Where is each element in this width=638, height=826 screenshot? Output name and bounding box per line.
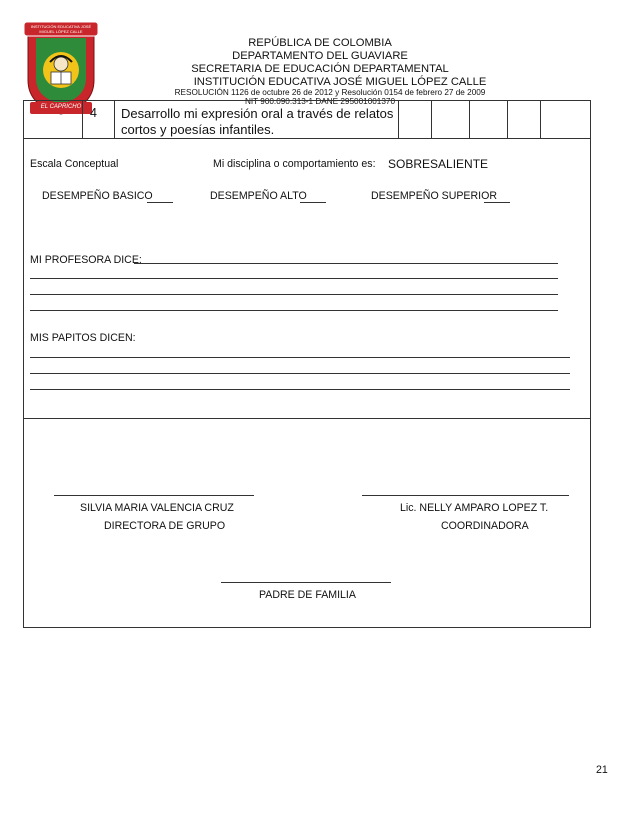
superior-blank	[484, 202, 510, 203]
parent-role: PADRE DE FAMILIA	[259, 589, 356, 601]
logo-banner-top: INSTITUCIÓN EDUCATIVA JOSÉ MIGUEL LÓPEZ CALLE	[30, 24, 92, 34]
director-name: SILVIA MARIA VALENCIA CRUZ	[80, 502, 234, 514]
row-number: 4	[90, 106, 97, 120]
teacher-comment-line	[30, 278, 558, 279]
coordinator-name: Lic. NELLY AMPARO LOPEZ T.	[400, 502, 549, 514]
escala-label: Escala Conceptual	[30, 158, 119, 170]
discipline-label: Mi disciplina o comportamiento es:	[213, 158, 376, 170]
report-frame	[23, 100, 591, 628]
header-nit: NIT 900.090.313-1 DANE 295001001370	[244, 97, 396, 106]
director-role: DIRECTORA DE GRUPO	[104, 520, 226, 532]
teacher-comment-line	[30, 310, 558, 311]
parents-comment-line	[30, 373, 570, 374]
coordinator-signature-line	[362, 495, 569, 496]
row-text-line2: cortos y poesías infantiles.	[121, 122, 275, 137]
teacher-comment-line	[134, 263, 558, 264]
header-secretariat: SECRETARIA DE EDUCACIÓN DEPARTAMENTAL	[191, 63, 449, 75]
discipline-value: SOBRESALIENTE	[388, 157, 489, 171]
table-divider	[82, 100, 83, 138]
parents-comment-line	[30, 357, 570, 358]
table-divider	[507, 100, 508, 138]
row-text-line1: Desarrollo mi expresión oral a través de relatos	[121, 106, 394, 121]
parents-comment-line	[30, 389, 570, 390]
director-signature-line	[54, 495, 254, 496]
page-number: 21	[596, 764, 608, 776]
table-divider	[540, 100, 541, 138]
table-divider	[469, 100, 470, 138]
logo-banner-bottom: EL CAPRICHO	[40, 104, 82, 110]
header-department: DEPARTAMENTO DEL GUAVIARE	[232, 50, 408, 62]
header-institution: INSTITUCIÓN EDUCATIVA JOSÉ MIGUEL LÓPEZ CALLE	[193, 76, 487, 88]
header-republic: REPÚBLICA DE COLOMBIA	[248, 37, 392, 49]
parent-signature-line	[221, 582, 391, 583]
superior-label: DESEMPEÑO SUPERIOR	[371, 190, 497, 202]
high-label: DESEMPEÑO ALTO	[210, 190, 307, 202]
section-divider	[23, 418, 591, 419]
basic-label: DESEMPEÑO BASICO	[42, 190, 153, 202]
basic-blank	[147, 202, 173, 203]
table-row-bottom	[23, 138, 591, 139]
header-resolution: RESOLUCIÓN 1126 de octubre 26 de 2012 y Resolución 0154 de febrero 27 de 2009	[174, 88, 486, 97]
teacher-comment-label: MI PROFESORA DICE:	[30, 254, 142, 266]
table-divider	[431, 100, 432, 138]
table-divider	[114, 100, 115, 138]
coordinator-role: COORDINADORA	[441, 520, 529, 532]
table-divider	[398, 100, 399, 138]
high-blank	[300, 202, 326, 203]
parents-comment-label: MIS PAPITOS DICEN:	[30, 332, 136, 344]
teacher-comment-line	[30, 294, 558, 295]
